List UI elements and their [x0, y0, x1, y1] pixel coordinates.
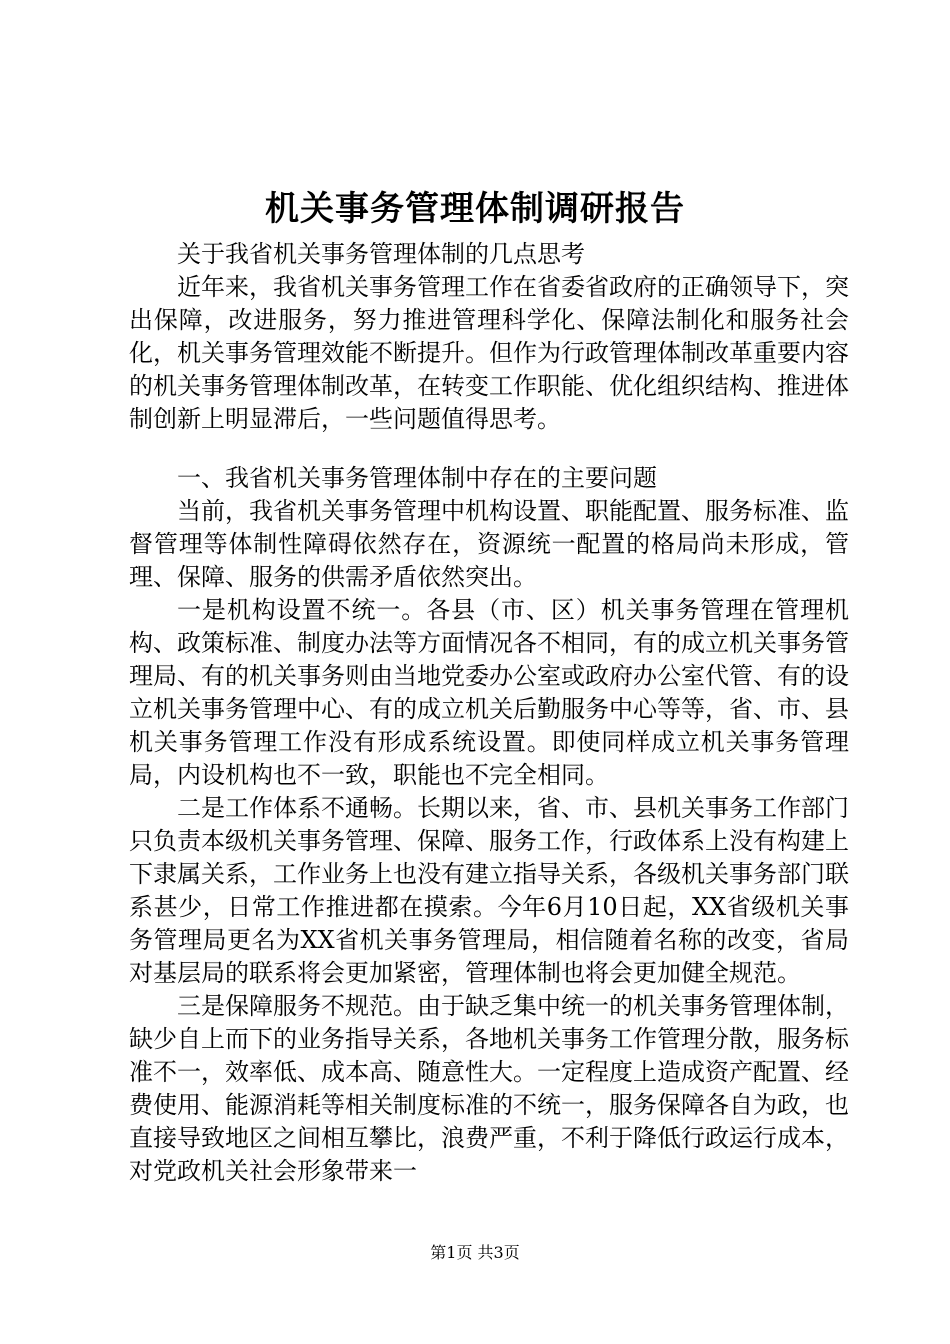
intro-paragraph: 近年来，我省机关事务管理工作在省委省政府的正确领导下，突出保障，改进服务，努力推进管理科学化、保障法制化和服务社会化，机关事务管理效能不断提升。但作为行政管理体制改革重要内容的机关事务管理体制改革，在转变工作职能、优化组织结构、推进体制创新上明显滞后，一些问题值得思考。	[129, 273, 849, 433]
body-paragraph: 当前，我省机关事务管理中机构设置、职能配置、服务标准、监督管理等体制性障碍依然存在，资源统一配置的格局尚未形成，管理、保障、服务的供需矛盾依然突出。	[129, 497, 849, 591]
section-heading: 一、我省机关事务管理体制中存在的主要问题	[177, 464, 657, 492]
page-footer: 第1页 共3页	[430, 1243, 520, 1262]
body-paragraph: 三是保障服务不规范。由于缺乏集中统一的机关事务管理体制，缺少自上而下的业务指导关系，各地机关事务工作管理分散，服务标准不一，效率低、成本高、随意性大。一定程度上造成资产配置、经费使用、能源消耗等相关制度标准的不统一，服务保障各自为政，也直接导致地区之间相互攀比，浪费严重，不利于降低行政运行成本，对党政机关社会形象带来一	[129, 992, 849, 1185]
document-title: 机关事务管理体制调研报告	[265, 189, 685, 229]
subtitle-paragraph: 关于我省机关事务管理体制的几点思考	[177, 240, 585, 268]
document-body	[129, 238, 849, 1188]
body-paragraph: 一是机构设置不统一。各县（市、区）机关事务管理在管理机构、政策标准、制度办法等方面情况各不相同，有的成立机关事务管理局、有的机关事务则由当地党委办公室或政府办公室代管、有的设立机关事务管理中心、有的成立机关后勤服务中心等等，省、市、县机关事务管理工作没有形成系统设置。即使同样成立机关事务管理局，内设机构也不一致，职能也不完全相同。	[129, 596, 849, 789]
body-paragraph: 二是工作体系不通畅。长期以来，省、市、县机关事务工作部门只负责本级机关事务管理、保障、服务工作，行政体系上没有构建上下隶属关系，工作业务上也没有建立指导关系，各级机关事务部门联系甚少，日常工作推进都在摸索。今年6月10日起，XX省级机关事务管理局更名为XX省机关事务管理局，相信随着名称的改变，省局对基层局的联系将会更加紧密，管理体制也将会更加健全规范。	[129, 794, 849, 987]
